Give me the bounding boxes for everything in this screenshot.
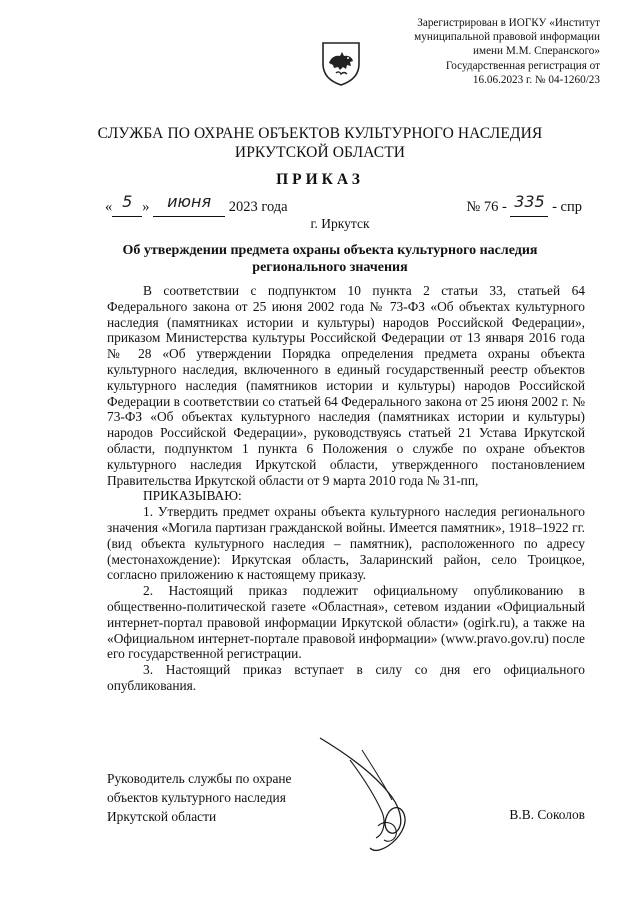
order-subject-line1: Об утверждении предмета охраны объекта культурного наследия bbox=[122, 243, 538, 258]
order-number-suffix: - спр bbox=[552, 199, 582, 215]
organization-name-line1: СЛУЖБА ПО ОХРАНЕ ОБЪЕКТОВ КУЛЬТУРНОГО НАСЛЕДИЯ bbox=[97, 125, 543, 142]
registration-note-line: имени М.М. Сперанского» bbox=[473, 45, 600, 58]
coat-of-arms-icon bbox=[320, 40, 362, 86]
date-close-quote: » bbox=[142, 199, 150, 215]
registration-note-line: 16.06.2023 г. № 04-1260/23 bbox=[472, 73, 600, 86]
order-title: ПРИКАЗ bbox=[276, 171, 364, 188]
order-word: ПРИКАЗЫВАЮ: bbox=[143, 488, 242, 504]
signatory-position-line: объектов культурного наследия bbox=[107, 790, 286, 805]
organization-name-line2: ИРКУТСКОЙ ОБЛАСТИ bbox=[234, 144, 406, 161]
order-subject-line2: регионального значения bbox=[252, 260, 408, 275]
order-date bbox=[105, 192, 288, 217]
date-day: 5 bbox=[122, 192, 133, 211]
order-number bbox=[466, 192, 582, 217]
order-number-handwritten: 335 bbox=[514, 192, 545, 211]
signatory-position-line: Руководитель службы по охране bbox=[107, 771, 292, 786]
organization-name bbox=[0, 124, 640, 162]
date-open-quote: « bbox=[105, 199, 113, 215]
signatory-position-line: Иркутской области bbox=[107, 809, 217, 824]
registration-note-line: Государственная регистрация от bbox=[445, 59, 600, 72]
order-item: 1. Утвердить предмет охраны объекта культурного наследия регионального значения «Могила партизан гражданской войны. Имеется памятник», 1918–1922 гг. (вид объекта культурного наследия – памятник), расположенного по адресу (местонахождение): Иркутская область, Заларинский район, село Троицкое, согласно приложению к настоящему приказу. bbox=[107, 504, 585, 583]
city: г. Иркутск bbox=[310, 216, 370, 231]
order-item: 3. Настоящий приказ вступает в силу со дня его официального опубликования. bbox=[107, 662, 585, 693]
registration-note-line: муниципальной правовой информации bbox=[414, 31, 600, 44]
date-month: июня bbox=[167, 192, 212, 211]
date-month-field bbox=[153, 192, 225, 217]
date-year: 2023 года bbox=[228, 199, 288, 215]
date-day-field bbox=[112, 192, 142, 217]
order-number-prefix: № 76 - bbox=[466, 199, 507, 215]
registration-note-line: Зарегистрирован в ИОГКУ «Институт bbox=[417, 17, 600, 29]
signatory-name: В.В. Соколов bbox=[509, 807, 585, 822]
order-body bbox=[107, 283, 585, 694]
order-number-field bbox=[510, 192, 548, 217]
preamble-paragraph: В соответствии с подпунктом 10 пункта 2 статьи 33, статьей 64 Федерального закона от 25 июня 2002 года № 73-ФЗ «Об объектах культурного наследия (памятниках истории и культуры) народов Российской Федерации», приказом Министерства культуры Российской Федерации от 13 января 2016 года № 28 «Об утверждении Порядка определения предмета охраны объекта культурного наследия, включенного в единый государственный реестр объектов культурного наследия (памятников истории и культуры) народов Российской Федерации в соответствии со статьей 64 Федерального закона от 25 июня 2002 г. № 73-ФЗ «Об объектах культурного наследия (памятниках истории и культуры) народов Российской Федерации», руководствуясь статьей 21 Устава Иркутской области, подпунктом 1 пункта 6 Положения о службе по охране объектов культурного наследия Иркутской области, утвержденного постановлением Правительства Иркутской области от 9 марта 2010 года № 31-пп, bbox=[107, 283, 585, 488]
registration-note bbox=[385, 16, 600, 87]
handwritten-signature bbox=[300, 730, 430, 860]
order-item: 2. Настоящий приказ подлежит официальному опубликованию в общественно-политической газете «Областная», сетевом издании «Официальный интернет-портал правовой информации Иркутской области» (ogirk.ru), а также на «Официальном интернет-портале правовой информации» (www.pravo.gov.ru) после его государственной регистрации. bbox=[107, 583, 585, 662]
order-subject bbox=[110, 242, 550, 276]
